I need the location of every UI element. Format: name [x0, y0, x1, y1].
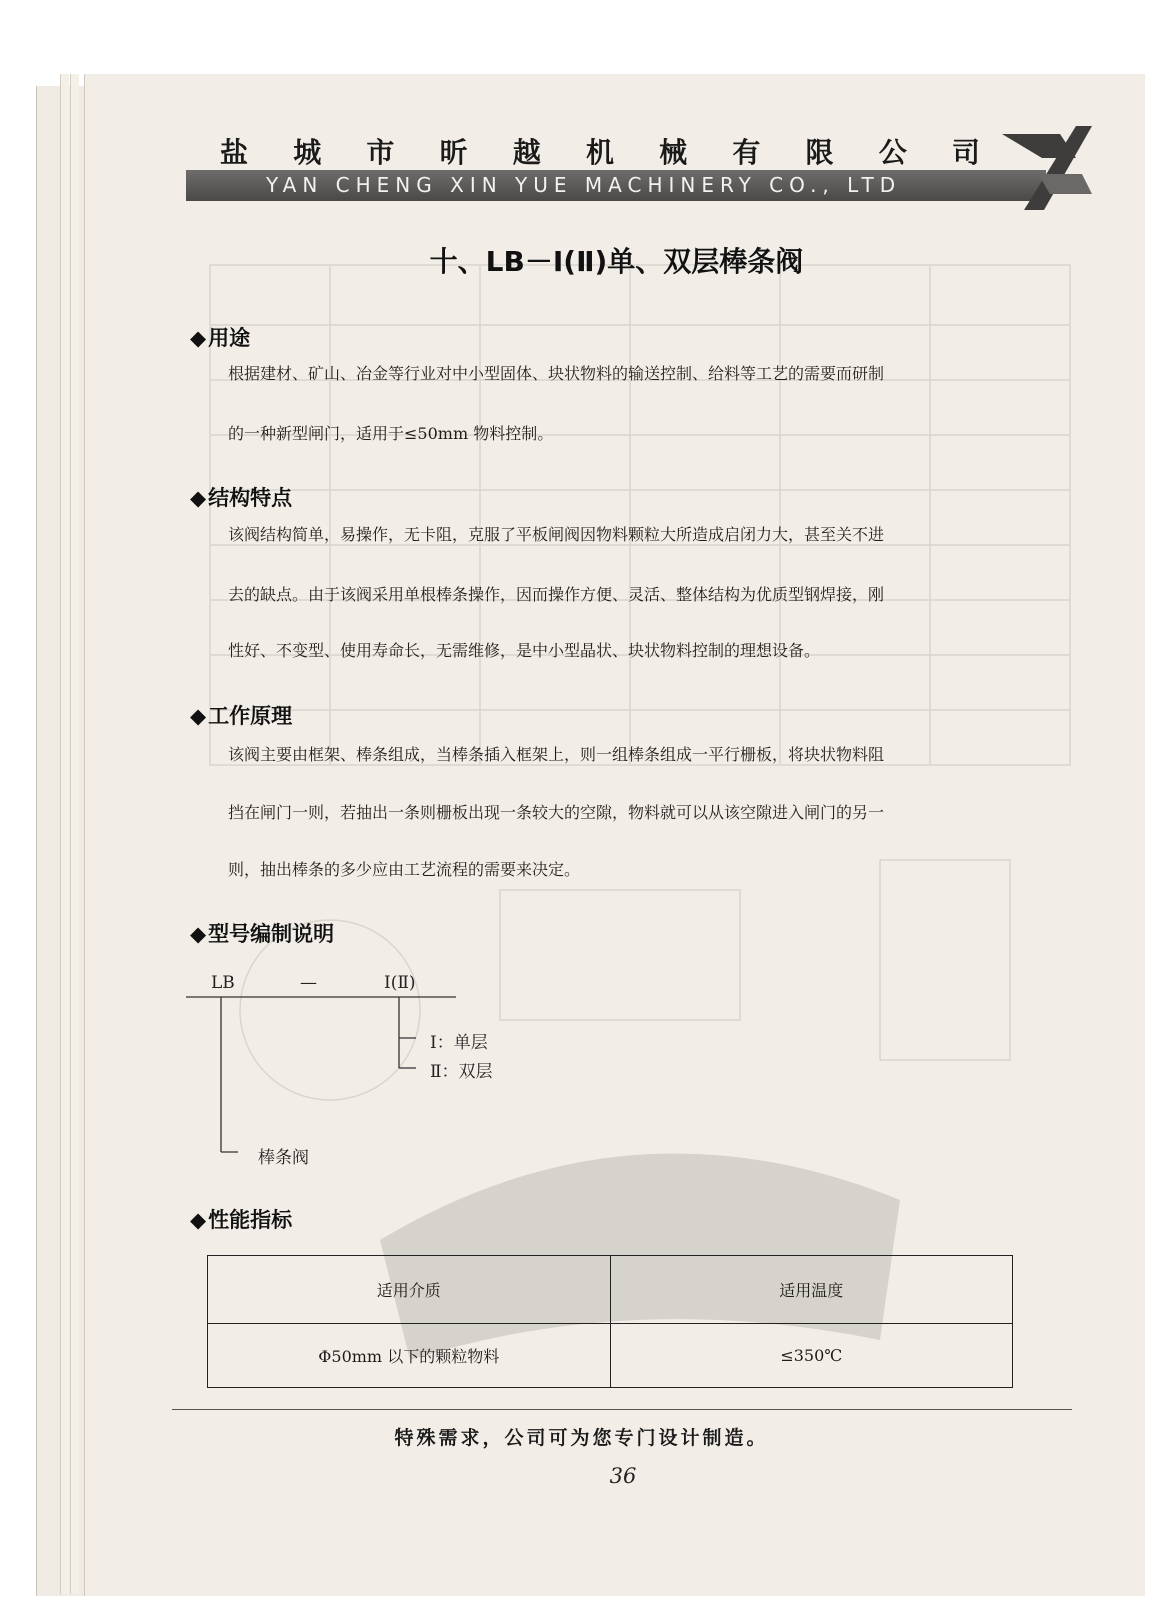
page-number: 36: [609, 1464, 637, 1488]
principle-line: 挡在闸门一则，若抽出一条则栅板出现一条较大的空隙，物料就可以从该空隙进入闸门的另一: [228, 803, 885, 822]
company-char: 市: [366, 136, 395, 169]
principle-line: 则，抽出棒条的多少应由工艺流程的需要来决定。: [228, 860, 581, 879]
structure-line: 去的缺点。由于该阀采用单根棒条操作，因而操作方便、灵活、整体结构为优质型钢焊接，刚: [228, 585, 885, 604]
footer-divider: [172, 1409, 1072, 1410]
diamond-bullet-icon: ◆: [190, 486, 207, 510]
code-single: Ⅰ：单层: [430, 1033, 488, 1053]
structure-line: 性好、不变型、使用寿命长，无需维修，是中小型晶状、块状物料控制的理想设备。: [228, 641, 821, 660]
structure-line: 该阀结构简单，易操作，无卡阻，克服了平板闸阀因物料颗粒大所造成启闭力大，甚至关不进: [228, 525, 885, 544]
company-char: 司: [951, 136, 980, 169]
usage-line: 的一种新型闸门，适用于≤50mm 物料控制。: [228, 424, 554, 443]
code-dash: —: [300, 973, 317, 993]
section-heading-model: ◆型号编制说明: [190, 922, 335, 946]
company-char: 盐: [220, 136, 249, 169]
company-char: 有: [732, 136, 761, 169]
sheet-edge: [60, 74, 69, 1594]
footer-note: 特殊需求，公司可为您专门设计制造。: [394, 1427, 769, 1449]
company-name-cn: [220, 131, 980, 171]
diamond-bullet-icon: ◆: [190, 326, 207, 350]
code-double: Ⅱ：双层: [430, 1062, 493, 1082]
diamond-bullet-icon: ◆: [190, 704, 207, 728]
company-char: 公: [878, 136, 907, 169]
company-logo-icon: [1002, 124, 1092, 210]
section-heading-principle: ◆工作原理: [190, 704, 293, 728]
code-lb: LB: [211, 973, 235, 993]
company-char: 限: [805, 136, 834, 169]
code-layer: Ⅰ(Ⅱ): [384, 973, 416, 993]
table-cell-medium: Φ50mm 以下的颗粒物料: [208, 1324, 611, 1388]
company-char: 城: [293, 136, 322, 169]
sheet-edge: [70, 74, 79, 1594]
section-heading-performance: ◆性能指标: [190, 1208, 293, 1232]
diamond-bullet-icon: ◆: [190, 922, 207, 946]
section-heading-usage: ◆用途: [190, 326, 251, 350]
company-char: 越: [512, 136, 541, 169]
company-char: 昕: [439, 136, 468, 169]
principle-line: 该阀主要由框架、棒条组成，当棒条插入框架上，则一组棒条组成一平行栅板，将块状物料阻: [228, 745, 885, 764]
table-cell-temperature: ≤350℃: [610, 1324, 1013, 1388]
model-code-tree: [186, 990, 646, 1170]
table-header-medium: 适用介质: [208, 1256, 611, 1324]
diamond-bullet-icon: ◆: [190, 1208, 207, 1232]
performance-table: [207, 1255, 1013, 1388]
usage-line: 根据建材、矿山、冶金等行业对中小型固体、块状物料的输送控制、给料等工艺的需要而研制: [228, 364, 885, 383]
company-char: 机: [585, 136, 614, 169]
table-header-temperature: 适用温度: [610, 1256, 1013, 1324]
company-name-en: YAN CHENG XIN YUE MACHINERY CO., LTD: [186, 170, 1046, 201]
code-valve: 棒条阀: [258, 1148, 309, 1168]
page-title: 十、LB－Ⅰ(Ⅱ)单、双层棒条阀: [429, 245, 804, 278]
section-heading-structure: ◆结构特点: [190, 486, 293, 510]
company-char: 械: [659, 136, 688, 169]
scan-margin: [0, 14, 1163, 76]
